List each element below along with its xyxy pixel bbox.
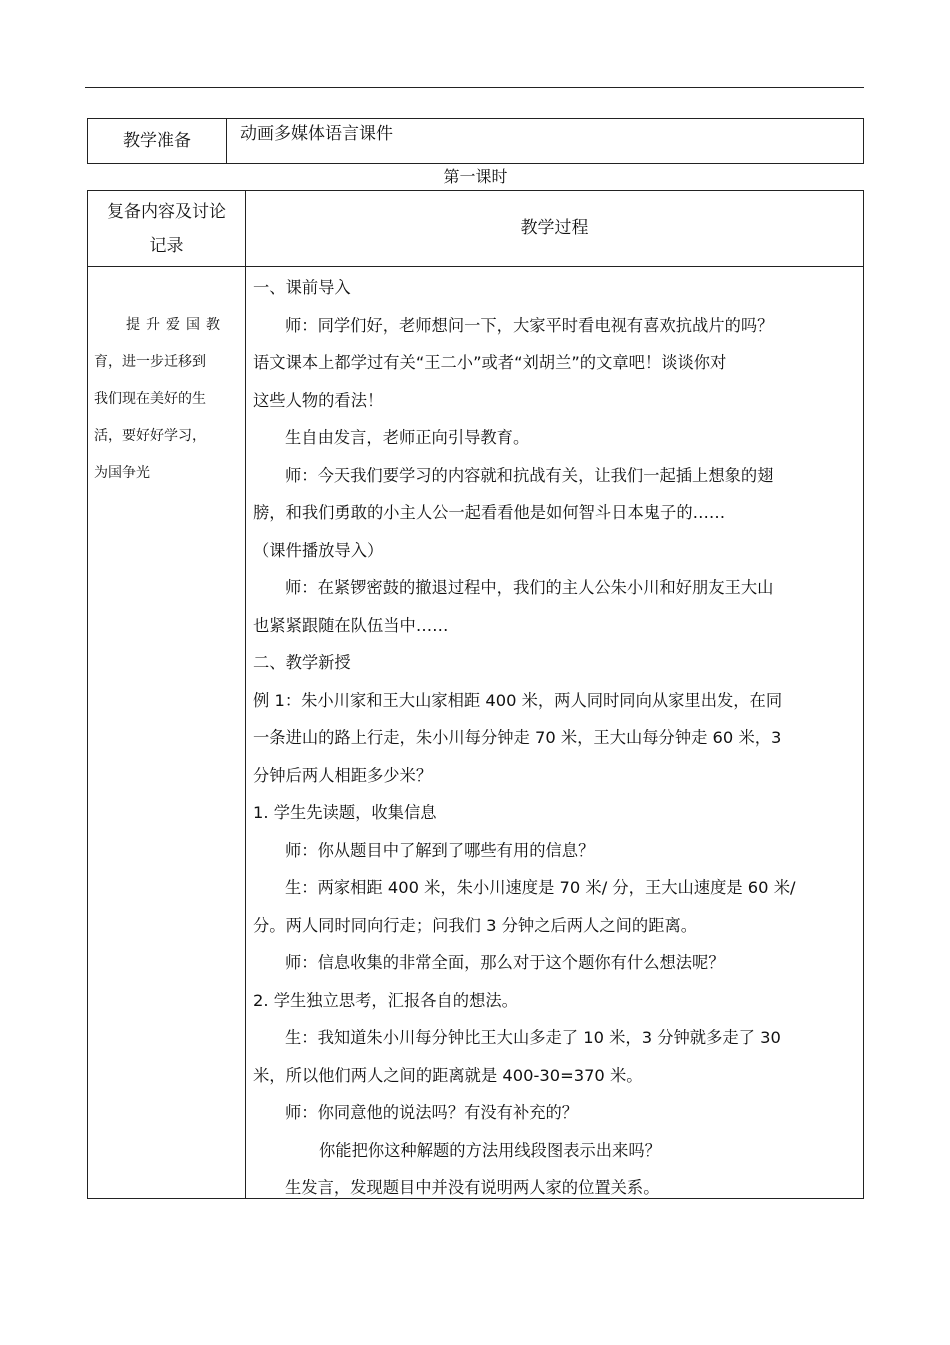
process-line: 2. 学生独立思考，汇报各自的想法。 [253, 990, 518, 1010]
process-line: 一条进山的路上行走，朱小川每分钟走 70 米，王大山每分钟走 60 米，3 [253, 728, 782, 747]
process-line: （课件播放导入） [253, 540, 384, 560]
process-line: 这些人物的看法！ [253, 390, 384, 410]
process-line: 师：今天我们要学习的内容就和抗战有关，让我们一起插上想象的翅 [285, 465, 774, 485]
process-line: 生发言，发现题目中并没有说明两人家的位置关系。 [285, 1178, 660, 1197]
process-line: 米，所以他们两人之间的距离就是 400-30=370 米。 [253, 1065, 643, 1085]
section-heading: 二、教学新授 [253, 653, 351, 672]
notes-line: 为国争光 [94, 465, 150, 481]
process-line: 分。两人同时同向行走；问我们 3 分钟之后两人之间的距离。 [253, 915, 698, 935]
process-line: 生：两家相距 400 米，朱小川速度是 70 米/ 分，王大山速度是 60 米/ [285, 878, 796, 897]
process-line: 师：信息收集的非常全面，那么对于这个题你有什么想法呢？ [285, 953, 725, 972]
process-column-header: 教学过程 [520, 218, 589, 238]
preparation-table [87, 118, 864, 164]
notes-line: 我们现在美好的生 [94, 391, 206, 407]
notes-header-line: 记录 [149, 236, 184, 256]
process-line: 你能把你这种解题的方法用线段图表示出来吗？ [319, 1140, 661, 1160]
process-line: 膀，和我们勇敢的小主人公一起看看他是如何智斗日本鬼子的…… [253, 503, 726, 522]
notes-column-header [88, 195, 245, 263]
process-line: 分钟后两人相距多少米？ [253, 765, 433, 785]
process-line: 师：同学们好，老师想问一下，大家平时看电视有喜欢抗战片的吗？ [285, 315, 774, 335]
process-line: 也紧紧跟随在队伍当中…… [253, 615, 449, 635]
preparation-label: 教学准备 [88, 119, 227, 163]
header-rule [85, 87, 864, 88]
section-heading: 一、课前导入 [253, 278, 351, 297]
preparation-value: 动画多媒体语言课件 [240, 124, 393, 144]
process-line: 师：你从题目中了解到了哪些有用的信息？ [285, 840, 595, 860]
notes-header-line: 复备内容及讨论 [107, 202, 226, 222]
process-line: 生：我知道朱小川每分钟比王大山多走了 10 米，3 分钟就多走了 30 [285, 1028, 781, 1047]
column-divider [245, 191, 246, 1198]
process-line: 例 1：朱小川家和王大山家相距 400 米，两人同时同向从家里出发，在同 [253, 690, 783, 710]
header-divider [88, 266, 863, 267]
notes-line: 育，进一步迁移到 [94, 354, 206, 370]
process-line: 语文课本上都学过有关“王二小”或者“刘胡兰”的文章吧！谈谈你对 [253, 353, 727, 372]
notes-cell [94, 307, 238, 492]
process-cell [253, 269, 861, 1207]
process-line: 生自由发言，老师正向引导教育。 [285, 428, 530, 447]
process-line: 师：在紧锣密鼓的撤退过程中，我们的主人公朱小川和好朋友王大山 [285, 578, 774, 597]
lesson-table [87, 190, 864, 1199]
notes-line: 提升爱国教 [126, 317, 226, 333]
notes-line: 活，要好好学习， [94, 428, 206, 444]
process-line: 师：你同意他的说法吗？有没有补充的？ [285, 1103, 579, 1122]
lesson-title: 第一课时 [443, 167, 508, 186]
process-line: 1. 学生先读题，收集信息 [253, 803, 437, 822]
